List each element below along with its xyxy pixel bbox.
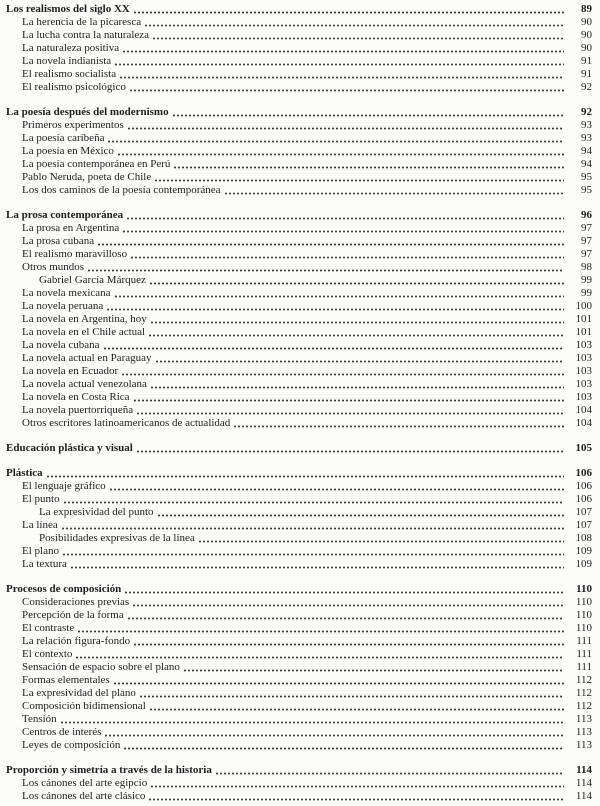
toc-row (6, 287, 592, 300)
toc-entry-label: Posibilidades expresivas de la línea (39, 532, 195, 544)
toc-entry-label: El plano (22, 545, 59, 557)
toc-row (6, 235, 592, 248)
toc-section (6, 467, 592, 571)
toc-entry-page: 97 (581, 235, 592, 247)
toc-entry-page: 91 (581, 68, 592, 80)
toc-entry-page: 106 (575, 467, 592, 479)
toc-section-title-row (6, 3, 592, 16)
toc-row (6, 352, 592, 365)
toc-entry-label: La textura (22, 558, 67, 570)
dot-leader (130, 248, 564, 261)
dot-leader (113, 674, 564, 687)
toc-entry-label: Composición bidimensional (22, 700, 146, 712)
dot-leader (127, 609, 564, 622)
toc-row (6, 404, 592, 417)
toc-entry-label: La novela en el Chile actual (22, 326, 146, 338)
toc-entry-label: La herencia de la picaresca (22, 16, 142, 28)
dot-leader (133, 635, 564, 648)
toc-entry-page: 101 (575, 313, 592, 325)
toc-row (6, 493, 592, 506)
toc-row (6, 222, 592, 235)
dot-leader (136, 442, 564, 455)
toc-entry-label: La expresividad del punto (39, 506, 154, 518)
toc-entry-page: 93 (581, 119, 592, 131)
dot-leader (136, 404, 564, 417)
toc-section-title-row (6, 442, 592, 455)
toc-entry-page: 113 (575, 726, 592, 738)
toc-entry-label: Leyes de composición (22, 739, 121, 751)
dot-leader (155, 352, 565, 365)
dot-leader (104, 726, 564, 739)
toc-entry-label: Proporción y simetría a través de la historia (6, 764, 212, 776)
dot-leader (149, 700, 564, 713)
toc-entry-label: Otros mundos (22, 261, 85, 273)
toc-entry-page: 110 (575, 622, 592, 634)
dot-leader (139, 687, 564, 700)
dot-leader (173, 158, 564, 171)
dot-leader (133, 391, 564, 404)
toc-entry-label: La relación figura-fondo (22, 635, 131, 647)
dot-leader (114, 55, 564, 68)
toc-entry-label: Los realismos del siglo XX (6, 3, 130, 15)
toc-row (6, 635, 592, 648)
toc-section-title-row (6, 764, 592, 777)
toc-entry-label: La novela en Argentina, hoy (22, 313, 147, 325)
toc-entry-page: 96 (581, 209, 592, 221)
toc-entry-label: La naturaleza positiva (22, 42, 120, 54)
dot-leader (150, 378, 564, 391)
toc-entry-label: El contraste (22, 622, 75, 634)
toc-entry-label: El lenguaje gráfico (22, 480, 106, 492)
toc-row (6, 648, 592, 661)
toc-row (6, 42, 592, 55)
toc-row (6, 145, 592, 158)
toc-row (6, 261, 592, 274)
toc-row (6, 532, 592, 545)
dot-leader (132, 596, 564, 609)
toc-row (6, 480, 592, 493)
toc-row (6, 68, 592, 81)
dot-leader (127, 119, 564, 132)
dot-leader (119, 68, 564, 81)
dot-leader (224, 184, 564, 197)
toc-entry-page: 111 (576, 661, 592, 673)
toc-entry-label: Sensación de espacio sobre el plano (22, 661, 180, 673)
toc-entry-page: 95 (581, 184, 592, 196)
toc-entry-page: 108 (575, 532, 592, 544)
toc-entry-label: La prosa contemporánea (6, 209, 124, 221)
toc-row (6, 81, 592, 94)
dot-leader (148, 790, 564, 803)
dot-leader (233, 417, 564, 430)
toc-entry-page: 103 (575, 352, 592, 364)
dot-leader (61, 519, 564, 532)
toc-entry-label: La expresividad del plano (22, 687, 136, 699)
toc-entry-page: 113 (575, 739, 592, 751)
toc-entry-label: Los cánones del arte egipcio (22, 777, 148, 789)
toc-entry-page: 112 (575, 687, 592, 699)
toc-section-title-row (6, 209, 592, 222)
toc-row (6, 16, 592, 29)
toc-entry-page: 103 (575, 378, 592, 390)
toc-row (6, 313, 592, 326)
dot-leader (172, 106, 564, 119)
toc-entry-label: Gabriel García Márquez (39, 274, 146, 286)
toc-entry-page: 90 (581, 42, 592, 54)
toc-entry-label: El punto (22, 493, 60, 505)
toc-entry-page: 97 (581, 248, 592, 260)
toc-entry-page: 92 (581, 106, 592, 118)
toc-entry-label: Pablo Neruda, poeta de Chile (22, 171, 152, 183)
dot-leader (126, 209, 564, 222)
toc-entry-label: Centros de interés (22, 726, 102, 738)
toc-entry-page: 104 (575, 404, 592, 416)
dot-leader (121, 365, 564, 378)
toc-row (6, 609, 592, 622)
toc-entry-label: La prosa cubana (22, 235, 95, 247)
dot-leader (133, 3, 564, 16)
toc-row (6, 391, 592, 404)
toc-entry-label: La prosa en Argentina (22, 222, 120, 234)
toc-entry-page: 106 (575, 480, 592, 492)
dot-leader (154, 171, 564, 184)
toc-row (6, 132, 592, 145)
toc-entry-page: 110 (575, 596, 592, 608)
toc-row (6, 417, 592, 430)
toc-entry-page: 100 (575, 300, 592, 312)
dot-leader (114, 287, 564, 300)
dot-leader (149, 274, 564, 287)
dot-leader (60, 713, 564, 726)
toc-entry-page: 111 (576, 635, 592, 647)
toc-entry-label: Plástica (6, 467, 43, 479)
dot-leader (124, 583, 564, 596)
toc-entry-page: 89 (581, 3, 592, 15)
toc-entry-label: El contexto (22, 648, 73, 660)
toc-row (6, 777, 592, 790)
toc-entry-page: 113 (575, 713, 592, 725)
toc-row (6, 326, 592, 339)
dot-leader (97, 235, 564, 248)
toc-row (6, 674, 592, 687)
toc-entry-label: Formas elementales (22, 674, 110, 686)
toc-entry-page: 114 (575, 777, 592, 789)
toc-entry-page: 94 (581, 158, 592, 170)
toc-entry-label: La novela mexicana (22, 287, 111, 299)
toc-row (6, 558, 592, 571)
toc-section (6, 3, 592, 94)
toc-row (6, 506, 592, 519)
toc-section (6, 442, 592, 455)
toc-entry-page: 110 (575, 609, 592, 621)
toc-section (6, 209, 592, 430)
toc-list (6, 3, 592, 803)
dot-leader (122, 222, 564, 235)
dot-leader (150, 313, 564, 326)
toc-entry-label: La novela puertorriqueña (22, 404, 134, 416)
toc-entry-page: 90 (581, 29, 592, 41)
toc-entry-page: 107 (575, 519, 592, 531)
toc-section-title-row (6, 467, 592, 480)
toc-entry-label: La novela indianista (22, 55, 112, 67)
dot-leader (183, 661, 564, 674)
toc-row (6, 687, 592, 700)
toc-row (6, 622, 592, 635)
toc-entry-label: Procesos de composición (6, 583, 122, 595)
toc-entry-page: 98 (581, 261, 592, 273)
toc-entry-label: Tensión (22, 713, 57, 725)
toc-row (6, 378, 592, 391)
toc-entry-label: Consideraciones previas (22, 596, 130, 608)
toc-row (6, 726, 592, 739)
toc-entry-label: Educación plástica y visual (6, 442, 133, 454)
toc-entry-page: 103 (575, 365, 592, 377)
dot-leader (103, 339, 564, 352)
toc-entry-page: 103 (575, 391, 592, 403)
toc-entry-label: La poesía contemporánea en Perú (22, 158, 171, 170)
toc-entry-page: 105 (575, 442, 592, 454)
toc-row (6, 248, 592, 261)
dot-leader (123, 739, 564, 752)
toc-entry-page: 99 (581, 287, 592, 299)
toc-section (6, 583, 592, 752)
toc-row (6, 713, 592, 726)
dot-leader (77, 622, 564, 635)
dot-leader (117, 145, 564, 158)
dot-leader (109, 480, 564, 493)
toc-row (6, 790, 592, 803)
toc-entry-label: La poesía en México (22, 145, 114, 157)
toc-row (6, 119, 592, 132)
toc-row (6, 300, 592, 313)
dot-leader (148, 326, 564, 339)
toc-entry-label: La novela actual en Paraguay (22, 352, 152, 364)
toc-row (6, 596, 592, 609)
dot-leader (215, 764, 564, 777)
toc-entry-label: La poesía caribeña (22, 132, 105, 144)
toc-entry-page: 91 (581, 55, 592, 67)
toc-row (6, 171, 592, 184)
dot-leader (62, 545, 564, 558)
toc-entry-page: 111 (576, 648, 592, 660)
toc-entry-label: El realismo socialista (22, 68, 117, 80)
toc-entry-page: 106 (575, 493, 592, 505)
toc-row (6, 55, 592, 68)
toc-row (6, 661, 592, 674)
toc-entry-page: 107 (575, 506, 592, 518)
toc-section (6, 764, 592, 803)
toc-section-title-row (6, 583, 592, 596)
toc-entry-label: Primeros experimentos (22, 119, 124, 131)
toc-entry-page: 101 (575, 326, 592, 338)
dot-leader (46, 467, 564, 480)
dot-leader (106, 300, 564, 313)
toc-row (6, 158, 592, 171)
toc-row (6, 545, 592, 558)
toc-entry-label: La novela peruana (22, 300, 104, 312)
dot-leader (107, 132, 564, 145)
toc-entry-label: Los cánones del arte clásico (22, 790, 146, 802)
dot-leader (157, 506, 564, 519)
toc-entry-page: 114 (576, 764, 592, 776)
dot-leader (144, 16, 564, 29)
toc-row (6, 339, 592, 352)
toc-entry-page: 93 (581, 132, 592, 144)
toc-row (6, 519, 592, 532)
toc-entry-page: 109 (575, 558, 592, 570)
toc-section (6, 106, 592, 197)
toc-entry-label: Otros escritores latinoamericanos de actualidad (22, 417, 231, 429)
toc-entry-page: 112 (575, 700, 592, 712)
toc-entry-page: 94 (581, 145, 592, 157)
toc-row (6, 365, 592, 378)
toc-entry-page: 110 (576, 583, 592, 595)
dot-leader (63, 493, 564, 506)
dot-leader (152, 29, 564, 42)
toc-entry-page: 114 (575, 790, 592, 802)
dot-leader (122, 42, 564, 55)
toc-entry-label: El realismo psicológico (22, 81, 126, 93)
toc-row (6, 739, 592, 752)
toc-entry-label: La novela cubana (22, 339, 100, 351)
toc-row (6, 274, 592, 287)
toc-entry-label: La novela en Ecuador (22, 365, 119, 377)
dot-leader (70, 558, 564, 571)
dot-leader (87, 261, 564, 274)
toc-entry-page: 112 (575, 674, 592, 686)
dot-leader (150, 777, 564, 790)
toc-entry-label: La lucha contra la naturaleza (22, 29, 150, 41)
toc-entry-label: El realismo maravilloso (22, 248, 128, 260)
toc-entry-page: 103 (575, 339, 592, 351)
toc-section-title-row (6, 106, 592, 119)
toc-entry-label: Percepción de la forma (22, 609, 124, 621)
toc-entry-page: 97 (581, 222, 592, 234)
toc-entry-label: La línea (22, 519, 58, 531)
toc-row (6, 184, 592, 197)
toc-entry-page: 95 (581, 171, 592, 183)
toc-entry-page: 90 (581, 16, 592, 28)
toc-row (6, 700, 592, 713)
toc-entry-page: 109 (575, 545, 592, 557)
toc-entry-page: 99 (581, 274, 592, 286)
toc-entry-label: La poesía después del modernismo (6, 106, 169, 118)
toc-entry-label: Los dos caminos de la poesía contemporánea (22, 184, 221, 196)
dot-leader (198, 532, 564, 545)
toc-row (6, 29, 592, 42)
dot-leader (75, 648, 564, 661)
toc-entry-page: 104 (575, 417, 592, 429)
toc-entry-page: 92 (581, 81, 592, 93)
toc-entry-label: La novela actual venezolana (22, 378, 147, 390)
toc-entry-label: La novela en Costa Rica (22, 391, 130, 403)
dot-leader (129, 81, 564, 94)
